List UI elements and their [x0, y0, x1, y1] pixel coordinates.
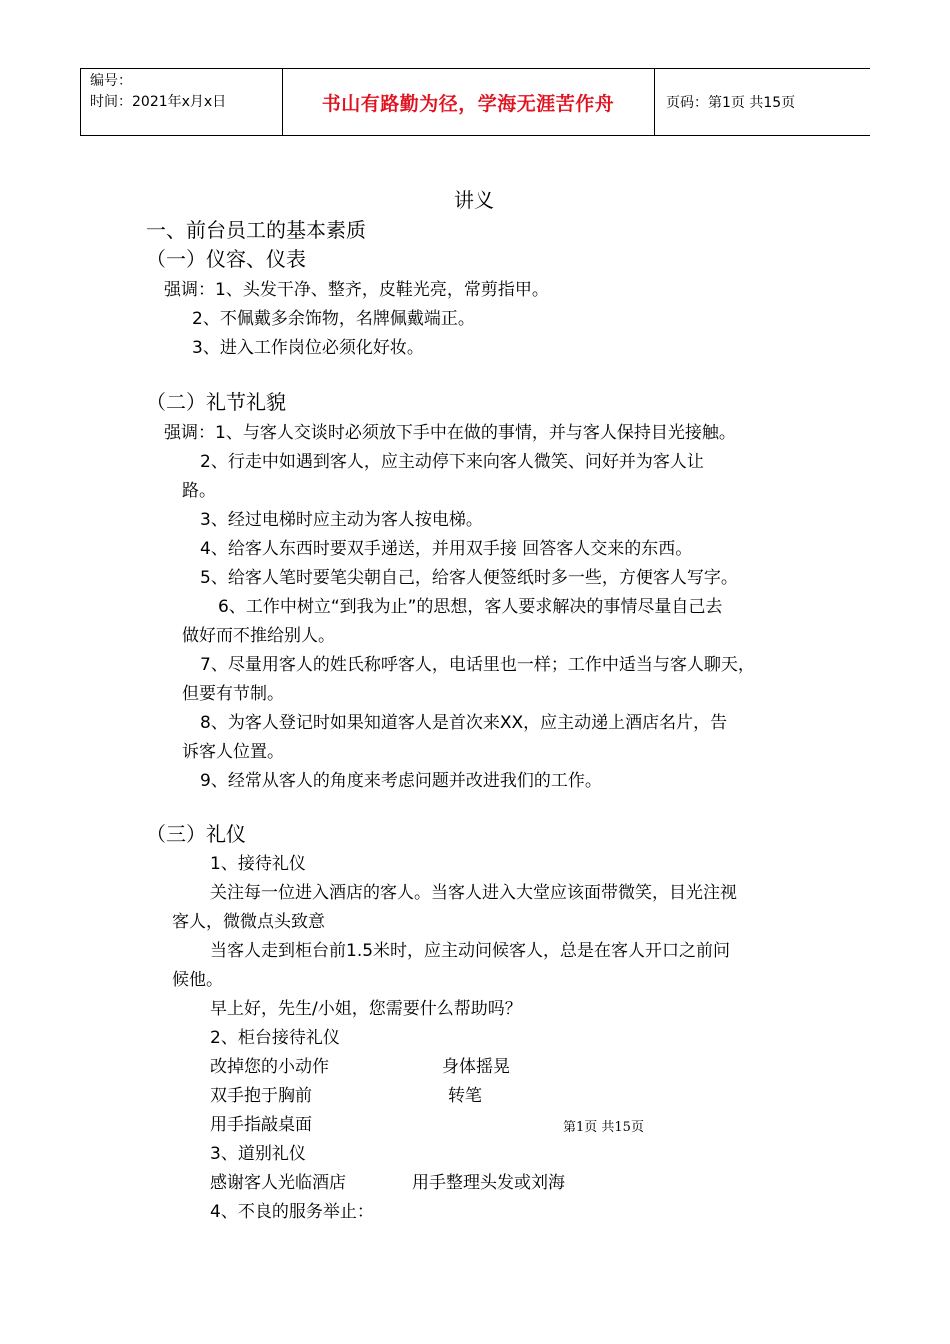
subsection-1-heading: （一）仪容、仪表	[146, 247, 306, 271]
sub2-line: 3、经过电梯时应主动为客人按电梯。	[200, 510, 483, 530]
sub3-line: 2、柜台接待礼仪	[210, 1028, 340, 1048]
sub2-line: 7、尽量用客人的姓氏称呼客人，电话里也一样；工作中适当与客人聊天，	[200, 655, 755, 675]
header-time-label: 时间：2021年x月x日	[90, 94, 227, 110]
sub1-item: 2、不佩戴多余饰物，名牌佩戴端正。	[192, 309, 475, 329]
sub3-line: 当客人走到柜台前1.5米时，应主动问候客人，总是在客人开口之前问	[210, 941, 731, 961]
sub3-line: 用手指敲桌面	[210, 1115, 312, 1135]
sub3-line: 3、道别礼仪	[210, 1144, 306, 1164]
header-motto: 书山有路勤为径，学海无涯苦作舟	[321, 92, 615, 115]
header-divider-2	[654, 69, 655, 135]
sub3-line: 4、不良的服务举止：	[210, 1202, 374, 1222]
sub3-line: 候他。	[172, 970, 223, 990]
sub2-line: 但要有节制。	[182, 684, 284, 704]
sub1-item: 强调：1、头发干净、整齐，皮鞋光亮，常剪指甲。	[164, 280, 549, 300]
sub3-line: 改掉您的小动作	[210, 1057, 329, 1077]
section-1-heading: 一、前台员工的基本素质	[146, 218, 366, 242]
sub2-line: 6、工作中树立“到我为止”的思想，客人要求解决的事情尽量自己去	[218, 597, 723, 617]
sub2-line: 诉客人位置。	[182, 742, 284, 762]
sub3-line: 用手整理头发或刘海	[412, 1173, 565, 1193]
header-border-left	[80, 69, 81, 135]
sub3-line: 双手抱于胸前	[210, 1086, 312, 1106]
sub3-line: 关注每一位进入酒店的客人。当客人进入大堂应该面带微笑，目光注视	[210, 883, 737, 903]
document-header	[80, 68, 870, 136]
header-page-label: 页码：第1页 共15页	[666, 95, 796, 111]
header-number-label: 编号：	[90, 73, 132, 89]
sub3-line: 1、接待礼仪	[210, 854, 306, 874]
sub3-line: 早上好，先生/小姐，您需要什么帮助吗？	[210, 999, 522, 1019]
sub3-line: 转笔	[448, 1086, 482, 1106]
sub2-line: 8、为客人登记时如果知道客人是首次来XX，应主动递上酒店名片，告	[200, 713, 728, 733]
sub3-line: 感谢客人光临酒店	[210, 1173, 346, 1193]
sub2-line: 强调：1、与客人交谈时必须放下手中在做的事情，并与客人保持目光接触。	[164, 423, 736, 443]
page-footer: 第1页 共15页	[563, 1120, 644, 1135]
sub1-item: 3、进入工作岗位必须化好妆。	[192, 338, 424, 358]
sub2-line: 路。	[182, 481, 216, 501]
header-meta	[90, 71, 226, 113]
sub3-line: 客人，微微点头致意	[172, 912, 325, 932]
sub3-line: 身体摇晃	[442, 1057, 510, 1077]
subsection-3-heading: （三）礼仪	[146, 822, 246, 846]
document-title: 讲义	[454, 188, 494, 212]
sub2-line: 2、行走中如遇到客人，应主动停下来向客人微笑、问好并为客人让	[200, 452, 704, 472]
sub2-line: 9、经常从客人的角度来考虑问题并改进我们的工作。	[200, 771, 602, 791]
sub2-line: 5、给客人笔时要笔尖朝自己，给客人便签纸时多一些，方便客人写字。	[200, 568, 738, 588]
sub2-line: 4、给客人东西时要双手递送，并用双手接 回答客人交来的东西。	[200, 539, 693, 559]
sub2-line: 做好而不推给别人。	[182, 626, 335, 646]
subsection-2-heading: （二）礼节礼貌	[146, 390, 286, 414]
